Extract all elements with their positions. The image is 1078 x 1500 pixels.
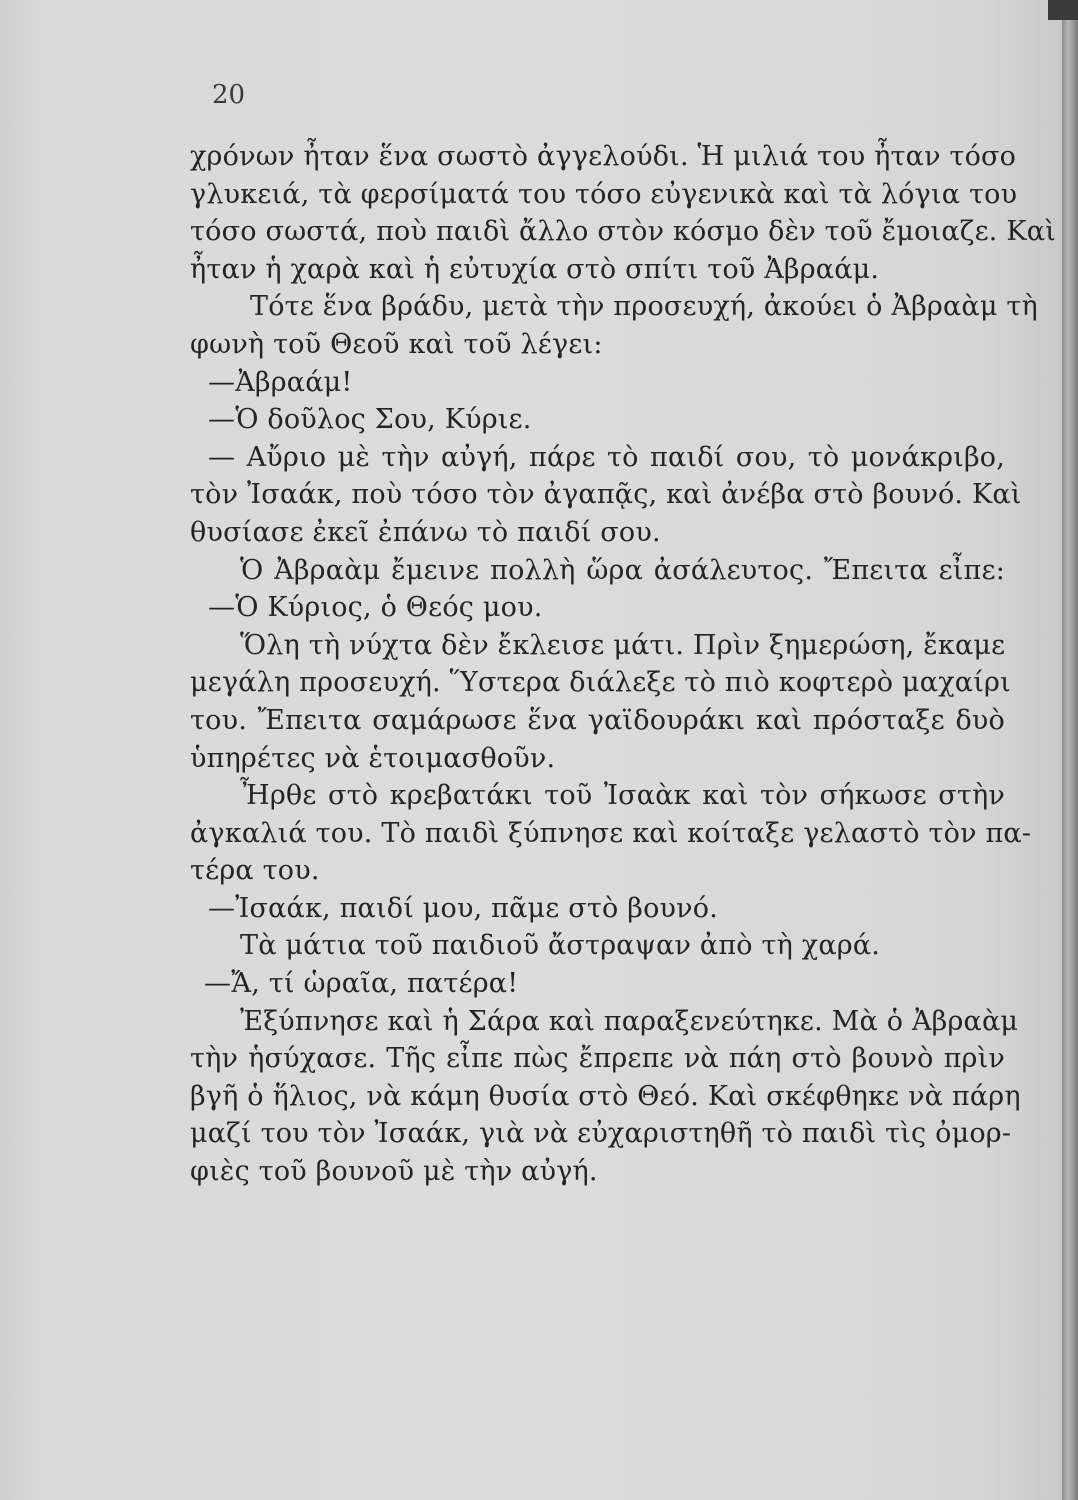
text-line: Ὁ Ἀβραὰμ ἔμεινε πολλὴ ὥρα ἀσάλευτος. Ἔπειτα εἶπε: (240, 554, 1005, 586)
text-line: τόσο σωστά, ποὺ παιδὶ ἄλλο στὸν κόσμο δὲν τοῦ ἔμοιαζε. Καὶ (190, 216, 1056, 248)
text-line: Τὰ μάτια τοῦ παιδιοῦ ἄστραψαν ἀπὸ τὴ χαρά. (240, 930, 881, 962)
text-line: Ἦρθε στὸ κρεβατάκι τοῦ Ἰσαὰκ καὶ τὸν σήκωσε στὴν (240, 780, 1005, 812)
text-line: ἦταν ἡ χαρὰ καὶ ἡ εὐτυχία στὸ σπίτι τοῦ Ἀβραάμ. (190, 253, 880, 285)
text-line: ὑπηρέτες νὰ ἑτοιμασθοῦν. (190, 742, 556, 774)
text-line: γλυκειά, τὰ φερσίματά του τόσο εὐγενικὰ καὶ τὰ λόγια του (190, 178, 1018, 210)
text-line: — Αὔριο μὲ τὴν αὐγή, πάρε τὸ παιδί σου, τὸ μονάκριβο, (208, 441, 1005, 473)
text-line: ἀγκαλιά του. Τὸ παιδὶ ξύπνησε καὶ κοίταξε γελαστὸ τὸν πα- (190, 817, 1032, 849)
text-line: τὴν ἡσύχασε. Τῆς εἶπε πὼς ἔπρεπε νὰ πάη στὸ βουνὸ πρὶν (190, 1043, 1005, 1075)
text-line: χρόνων ἦταν ἕνα σωστὸ ἀγγελούδι. Ἡ μιλιά του ἦταν τόσο (190, 141, 1017, 172)
text-line: τὸν Ἰσαάκ, ποὺ τόσο τὸν ἀγαπᾷς, καὶ ἀνέβα στὸ βουνό. Καὶ (190, 479, 1022, 511)
text-line: —Ἰσαάκ, παιδί μου, πᾶμε στὸ βουνό. (208, 892, 719, 924)
scan-corner (1048, 0, 1078, 20)
text-line: —Ὁ δοῦλος Σου, Κύριε. (208, 404, 532, 436)
page-edge-shadow (1062, 0, 1078, 1500)
text-line: Ἐξύπνησε καὶ ἡ Σάρα καὶ παραξενεύτηκε. Μὰ ὁ Ἀβραὰμ (240, 1005, 1019, 1037)
text-line: —Ὁ Κύριος, ὁ Θεός μου. (208, 592, 543, 624)
page-number: 20 (212, 80, 246, 110)
text-line: φωνὴ τοῦ Θεοῦ καὶ τοῦ λέγει: (190, 328, 603, 360)
text-line: —Ἀβραάμ! (208, 366, 353, 398)
body-text (190, 138, 1056, 1191)
text-line: βγῆ ὁ ἥλιος, νὰ κάμη θυσία στὸ Θεό. Καὶ σκέφθηκε νὰ πάρη (190, 1080, 1021, 1112)
text-line: μεγάλη προσευχή. Ὕστερα διάλεξε τὸ πιὸ κοφτερὸ μαχαίρι (190, 667, 1011, 699)
text-line: τέρα του. (190, 855, 320, 887)
text-line: του. Ἔπειτα σαμάρωσε ἕνα γαϊδουράκι καὶ πρόσταξε δυὸ (190, 704, 1005, 736)
text-line: Ὅλη τὴ νύχτα δὲν ἔκλεισε μάτι. Πρὶν ξημερώση, ἔκαμε (240, 629, 1006, 661)
text-line: Τότε ἕνα βράδυ, μετὰ τὴν προσευχή, ἀκούει ὁ Ἀβραὰμ τὴ (250, 291, 1038, 323)
text-line: θυσίασε ἐκεῖ ἐπάνω τὸ παιδί σου. (190, 516, 661, 548)
text-line: φιὲς τοῦ βουνοῦ μὲ τὴν αὐγή. (190, 1156, 598, 1188)
text-line: —Ἄ, τί ὡραῖα, πατέρα! (204, 968, 519, 1000)
text-line: μαζί του τὸν Ἰσαάκ, γιὰ νὰ εὐχαριστηθῆ τὸ παιδὶ τὶς ὀμορ- (190, 1118, 1012, 1150)
